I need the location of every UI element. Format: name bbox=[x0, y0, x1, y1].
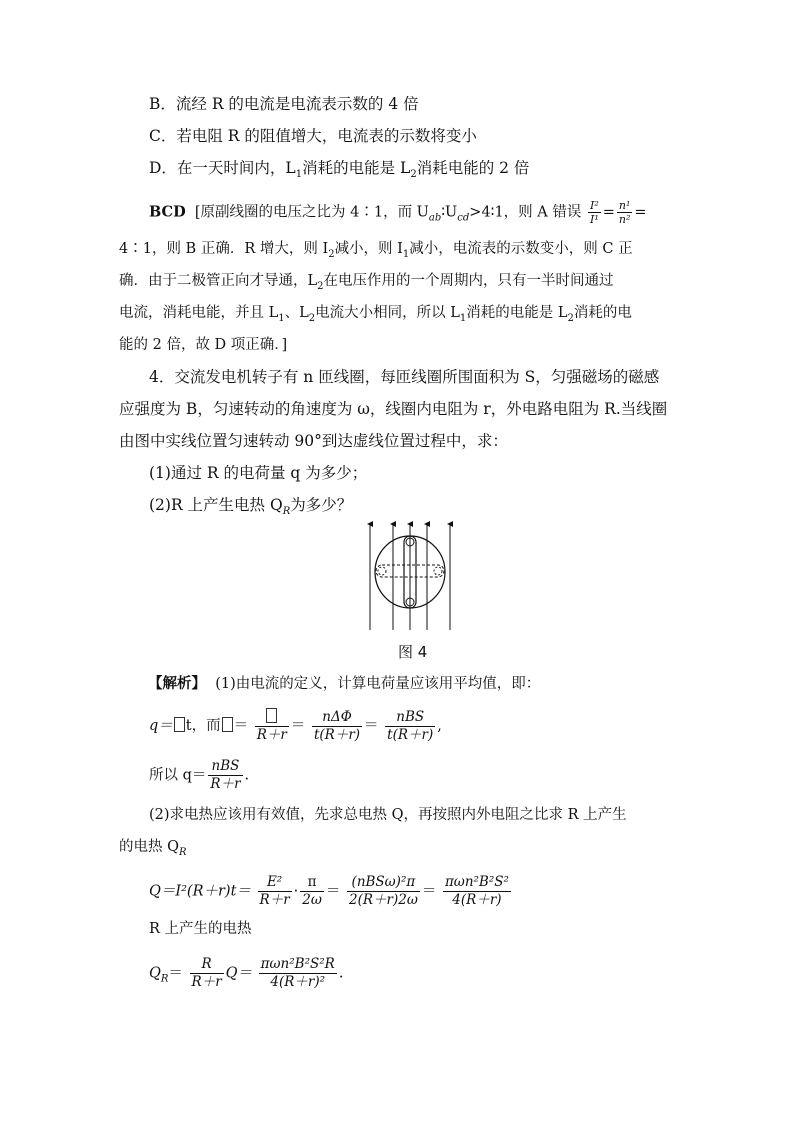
equals-sign: ＝ bbox=[325, 883, 341, 900]
fraction-numerator: nΔΦ bbox=[312, 709, 362, 727]
subscript: 1 bbox=[278, 312, 285, 324]
equals-sign: = bbox=[634, 204, 647, 221]
subscript: 2 bbox=[328, 248, 335, 260]
fraction-numerator: E² bbox=[258, 874, 292, 892]
fraction-nbs bbox=[385, 709, 435, 744]
equals-sign: ＝ bbox=[168, 965, 183, 982]
question-4-line-2 bbox=[119, 398, 667, 420]
fraction-charge bbox=[208, 758, 242, 793]
fraction-numerator: n¹ bbox=[618, 199, 631, 212]
mean-current-symbol bbox=[174, 717, 185, 732]
equals-sign: ＝ bbox=[233, 718, 249, 734]
option-b-text: B．流经 R 的电流是电流表示数的 4 倍 bbox=[149, 95, 419, 113]
subscript: 2 bbox=[567, 312, 574, 324]
answer-text: 、L bbox=[284, 305, 309, 321]
equation-text: Q bbox=[149, 965, 161, 982]
question-text: 应强度为 B，匀速转动的角速度为 ω，线圈内电阻为 r，外电路电阻为 R.当线圈 bbox=[119, 400, 668, 418]
fraction-expanded bbox=[347, 874, 420, 909]
solution-charge-result bbox=[149, 758, 249, 793]
option-d bbox=[149, 157, 529, 179]
question-4-sub-2 bbox=[149, 494, 352, 516]
answer-text: 电流，消耗电能，并且 L bbox=[119, 305, 279, 321]
coil-dashed-end-left bbox=[378, 567, 386, 575]
figure-4-coil-diagram bbox=[360, 520, 460, 632]
dot-operator: · bbox=[293, 883, 299, 900]
fraction-current-ratio bbox=[588, 199, 601, 226]
fraction-denominator: t(R＋r) bbox=[387, 726, 434, 743]
answer-text: 4∶1，则 B 正确．R 增大，则 I bbox=[119, 241, 329, 257]
fraction-denominator: R＋r bbox=[191, 974, 222, 990]
answer-text: 消耗的电 bbox=[573, 305, 632, 321]
equals-sign: ＝ bbox=[290, 718, 306, 734]
fraction-denominator: 2(R＋r)2ω bbox=[348, 892, 418, 908]
fraction-numerator bbox=[255, 708, 289, 727]
subscript: 1 bbox=[459, 312, 467, 324]
fraction-time bbox=[300, 874, 324, 909]
solution-text: 的电热 Q bbox=[119, 839, 179, 855]
option-d-text: D．在一天时间内，L bbox=[149, 159, 296, 177]
question-text: 4．交流发电机转子有 n 匝线圈，每匝线圈所围面积为 S，匀强磁场的磁感 bbox=[149, 368, 660, 386]
fraction-emf-over-resistance bbox=[255, 708, 289, 744]
equation-text: 所以 q＝ bbox=[149, 767, 207, 784]
subscript: 2 bbox=[410, 169, 417, 181]
solution-r-heat-label bbox=[149, 918, 252, 940]
solution-tag: 【解析】 bbox=[148, 675, 206, 692]
fraction-numerator: R bbox=[190, 956, 224, 974]
fraction-numerator: nBS bbox=[385, 709, 435, 727]
option-d-text: 消耗电能的 2 倍 bbox=[416, 159, 530, 177]
question-text: 由图中实线位置匀速转动 90°到达虚线位置过程中，求： bbox=[119, 432, 508, 450]
fraction-resistance-ratio bbox=[190, 956, 224, 991]
fraction-numerator: πωn²B²S² bbox=[444, 874, 509, 890]
solution-intro bbox=[148, 673, 540, 695]
fraction-total-heat bbox=[443, 874, 511, 909]
option-b bbox=[149, 93, 419, 115]
answer-line-3 bbox=[119, 270, 614, 292]
solution-r-heat-equation bbox=[149, 956, 343, 991]
answer-text: 减小，则 I bbox=[334, 241, 403, 257]
subscript: 1 bbox=[402, 248, 410, 260]
question-text: (2)R 上产生电热 Q bbox=[149, 496, 283, 514]
solution-text: (2)求电热应该用有效值，先求总电热 Q，再按照内外电阻之比求 R 上产生 bbox=[149, 807, 627, 823]
answer-text: 减小，电流表的示数变小，则 C 正 bbox=[409, 241, 633, 257]
subscript: cd bbox=[457, 212, 470, 224]
option-c bbox=[149, 125, 477, 147]
equation-text: t，而 bbox=[185, 718, 221, 734]
subscript: 1 bbox=[295, 169, 303, 181]
figure-caption: 图 4 bbox=[398, 643, 428, 661]
answer-text: 消耗的电能是 L bbox=[466, 305, 568, 321]
answer-line-5 bbox=[119, 334, 287, 356]
question-text: (1)通过 R 的电荷量 q 为多少； bbox=[149, 464, 368, 482]
fraction-numerator: nBS bbox=[208, 758, 242, 776]
solution-text: (1)由电流的定义，计算电荷量应该用平均值，即： bbox=[215, 676, 541, 692]
equation-text: Q＝I²(R＋r)t＝ bbox=[149, 883, 251, 900]
option-d-text: 消耗的电能是 L bbox=[302, 159, 411, 177]
answer-line-4 bbox=[119, 302, 632, 324]
subscript: R bbox=[282, 506, 291, 518]
coil-dashed-end-right bbox=[434, 567, 442, 575]
equals-sign: ＝ bbox=[364, 718, 379, 734]
fraction-denominator: 4(R＋r)² bbox=[270, 974, 326, 990]
question-text: 为多少？ bbox=[290, 496, 353, 514]
fraction-turns-ratio bbox=[617, 199, 633, 226]
equals-sign: = bbox=[602, 204, 615, 221]
mean-current-symbol bbox=[222, 717, 233, 732]
solution-charge-equation bbox=[149, 708, 442, 744]
answer-text: 确．由于二极管正向才导通，L bbox=[119, 273, 318, 289]
mean-emf-symbol bbox=[266, 708, 277, 723]
fraction-denominator: I¹ bbox=[589, 213, 599, 226]
fraction-numerator: I² bbox=[589, 199, 599, 212]
fraction-numerator: (nBSω)²π bbox=[347, 874, 420, 892]
punctuation: . bbox=[244, 767, 250, 784]
subscript: R bbox=[160, 973, 169, 985]
answer-text: >4∶1，则 A 错误 bbox=[469, 204, 582, 221]
answer-text: [原副线圈的电压之比为 4∶1，而 U bbox=[194, 204, 429, 221]
fraction-denominator: 2ω bbox=[302, 892, 322, 908]
subscript: 2 bbox=[317, 280, 324, 292]
equals-sign: ＝ bbox=[421, 883, 437, 900]
question-4-line-3 bbox=[119, 430, 508, 452]
punctuation: , bbox=[437, 718, 442, 734]
answer-line-2 bbox=[119, 238, 633, 260]
solution-total-heat-equation bbox=[149, 874, 513, 909]
answer-text: 电流大小相同，所以 L bbox=[315, 305, 460, 321]
fraction-flux bbox=[312, 709, 362, 744]
punctuation: . bbox=[338, 965, 344, 982]
fraction-denominator: t(R＋r) bbox=[313, 726, 361, 743]
question-4-sub-1 bbox=[149, 462, 367, 484]
fraction-denominator: R＋r bbox=[256, 727, 287, 743]
fraction-denominator: R＋r bbox=[210, 776, 241, 792]
answer-text: 在电压作用的一个周期内，只有一半时间通过 bbox=[323, 273, 614, 289]
answer-text: 能的 2 倍，故 D 项正确．] bbox=[119, 337, 288, 353]
fraction-denominator: n² bbox=[618, 213, 631, 226]
question-4-line-1 bbox=[149, 366, 659, 388]
answer-label: BCD bbox=[149, 203, 186, 221]
answer-text: ∶U bbox=[441, 204, 458, 221]
subscript: R bbox=[179, 846, 187, 858]
fraction-r-heat bbox=[259, 956, 337, 991]
fraction-numerator: πωn²B²S²R bbox=[260, 956, 335, 972]
subscript: ab bbox=[428, 212, 442, 224]
answer-line-1 bbox=[149, 199, 647, 226]
fraction-denominator: R＋r bbox=[259, 892, 290, 908]
option-c-text: C．若电阻 R 的阻值增大，电流表的示数将变小 bbox=[149, 127, 477, 145]
solution-text: R 上产生的电热 bbox=[149, 921, 252, 937]
fraction-denominator: 4(R＋r) bbox=[452, 892, 502, 908]
solution-part-2-line-1 bbox=[149, 804, 627, 826]
equation-text: Q＝ bbox=[225, 965, 253, 982]
equation-text: q＝ bbox=[149, 718, 173, 734]
subscript: 2 bbox=[308, 312, 316, 324]
solution-part-2-line-2 bbox=[119, 836, 187, 858]
fraction-numerator: π bbox=[300, 874, 324, 892]
fraction-e2 bbox=[258, 874, 292, 909]
